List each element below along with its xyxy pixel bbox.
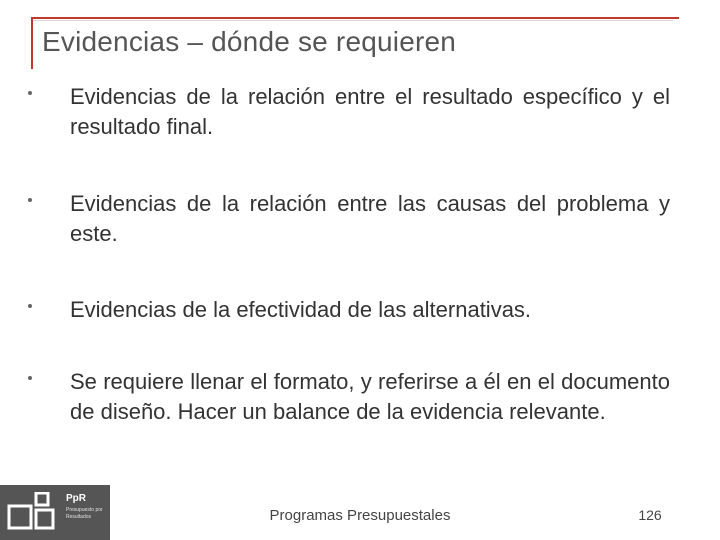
- footer-label: Programas Presupuestales: [269, 507, 451, 524]
- bullet-item: [28, 295, 670, 325]
- page-number: 126: [638, 507, 662, 523]
- ppr-logo-squares-icon: [6, 492, 62, 532]
- bullet-dot-icon: [28, 304, 32, 308]
- bullet-item: [28, 82, 670, 142]
- bullet-item: [28, 367, 670, 427]
- slide-title: Evidencias – dónde se requieren: [42, 26, 457, 57]
- bullet-text: Evidencias de la efectividad de las alternativas.: [70, 297, 532, 322]
- bullet-dot-icon: [28, 376, 32, 380]
- bullet-text: Evidencias de la relación entre el resultado específico y el resultado final.: [70, 84, 670, 139]
- bullet-text: Se requiere llenar el formato, y referirse a él en el documento de diseño. Hacer un balance de la evidencia relevante.: [70, 369, 670, 424]
- slide-footer: [0, 485, 720, 540]
- logo-name: PpR: [66, 493, 86, 504]
- bullet-item: [28, 189, 670, 249]
- bullet-dot-icon: [28, 198, 32, 202]
- logo-subtitle: Presupuesto por Resultados: [66, 507, 103, 520]
- ppr-logo: [0, 485, 110, 540]
- bullet-text: Evidencias de la relación entre las causas del problema y este.: [70, 191, 670, 246]
- bullet-dot-icon: [28, 91, 32, 95]
